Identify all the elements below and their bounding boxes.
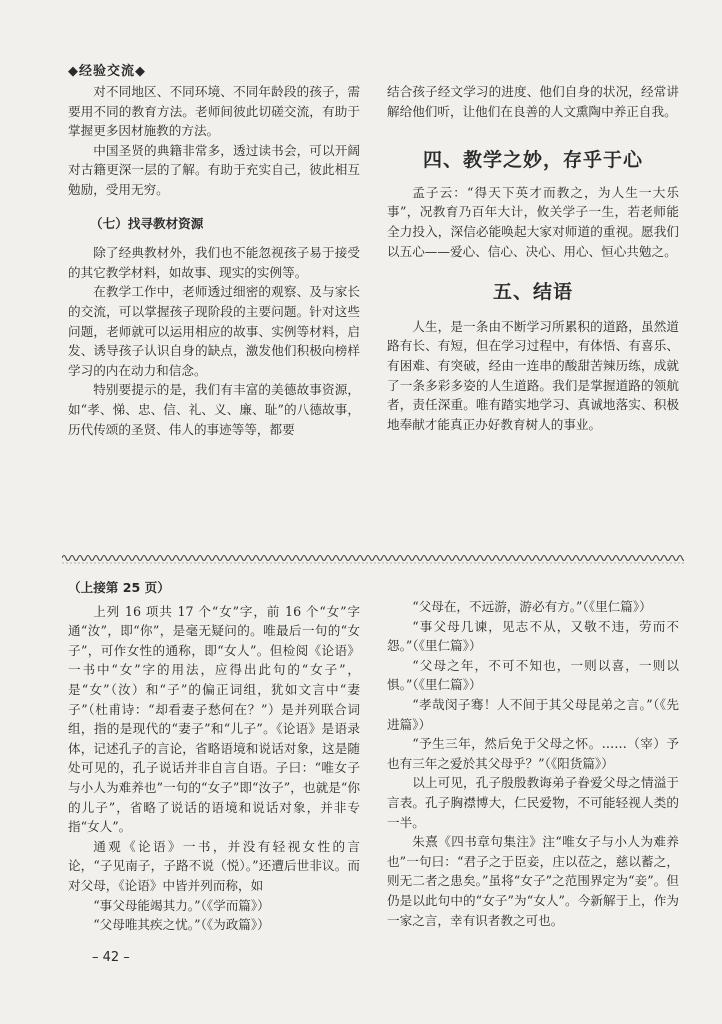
paragraph: 通观《论语》一书，并没有轻视女性的言论，“子见南子，子路不说（悦）。”还遭后世非议。而对父母，《论语》中皆并列而称，如: [68, 838, 360, 893]
paragraph: 人生，是一条由不断学习所累积的道路，虽然道路有长、有短，但在学习过程中，有体悟、有喜乐、有困难、有突破，经由一连串的酸甜苦辣历练，成就了一条多彩多姿的人生道路。我们是掌握道路的领航者，责任深重。唯有踏实地学习、真诚地落实、积极地奉献才能真正办好教育树人的事业。: [387, 318, 679, 432]
paragraph: 朱熹《四书章句集注》注“唯女子与小人为难养也”一句曰：“君子之于臣妾，庄以莅之，慈以蓄之，则无二者之患矣。”虽将“女子”之范围界定为“妾”。但仍是以此句中的“女子”为“女人”。今新解于上，作为一家之言，幸有识者教之可也。: [387, 834, 679, 928]
quote: “孝哉闵子骞！人不间于其父母昆弟之言。”（《先进篇》）: [387, 696, 679, 732]
paragraph: 结合孩子经文学习的进度、他们自身的状况，经常讲解给他们听，让他们在良善的人文熏陶中养正自我。: [387, 84, 679, 119]
paragraph: 对不同地区、不同环境、不同年龄段的孩子，需要用不同的教育方法。老师间彼此切磋交流，有助于掌握更多因材施教的方法。: [68, 84, 360, 139]
subheading: （七）找寻教材资源: [90, 215, 204, 231]
section-title: 五、结语: [492, 281, 573, 304]
top-right-column: [387, 82, 679, 434]
quote: “予生三年，然后免于父母之怀。……（宰）予也有三年之爱於其父母乎？”（《阳货篇》）: [387, 736, 679, 771]
quote: “父母之年，不可不知也，一则以喜，一则以惧。”（《里仁篇》）: [387, 657, 679, 693]
paragraph: 特别要提示的是，我们有丰富的美德故事资源，如“孝、悌、忠、信、礼、义、廉、耻”的八德故事，历代传颂的圣贤、伟人的事迹等等，都要: [68, 382, 360, 437]
wave-divider-graphic: [62, 553, 684, 565]
paragraph: 上列 16 项共 17 个“女”字，前 16 个“女”字通“汝”，即“你”，是毫无疑问的。唯最后一句的“女子”，可作女性的通称，即“女人”。但检阅《论语》一书中“女”字的用法，应得出此句的“女子”，是“女”（汝）和“子”的偏正词组，犹如文言中“妻子”（杜甫诗：“却看妻子愁何在？”）是并列联合词组，指的是现代的“妻子”和“儿子”。《论语》是语录体，记述孔子的言论，省略语境和说话对象，这是随处可见的，孔子说话并非自言自语。子曰：“唯女子与小人为难养也”一句的“女子”即“汝子”，也就是“你的儿子”，省略了说话的语境和说话对象，并非专指“女人”。: [68, 603, 360, 835]
page-number: – 42 –: [92, 950, 130, 965]
quote: “父母在，不远游，游必有方。”（《里仁篇》）: [412, 599, 652, 614]
quote: “事父母几谏，见志不从，又敬不违，劳而不怨。”（《里仁篇》）: [387, 618, 679, 654]
quote: “父母唯其疾之忧。”（《为政篇》）: [93, 917, 270, 933]
continued-label: （上接第 25 页）: [68, 580, 170, 595]
quote: “事父母能竭其力。”（《学而篇》）: [93, 897, 270, 913]
paragraph: 孟子云：“得天下英才而教之，为人生一大乐事”，况教育乃百年大计，攸关学子一生，若老师能全力投入，深信必能唤起大家对师道的重视。愿我们以五心——爱心、信心、决心、用心、恒心共勉之。: [387, 184, 679, 259]
bottom-right-column: [387, 597, 679, 930]
paragraph: 在教学工作中，老师透过细密的观察、及与家长的交流，可以掌握孩子现阶段的主要问题。针对这些问题，老师就可以运用相应的故事、实例等材料，启发、诱导孩子认识自身的缺点，激发他们积极向榜样学习的内在动力和信念。: [68, 284, 360, 378]
paragraph: 以上可见，孔子殷殷教诲弟子眷爱父母之情溢于言表。孔子胸襟博大，仁民爱物，不可能轻视人类的一半。: [387, 775, 679, 830]
paragraph: 中国圣贤的典籍非常多，透过读书会，可以开阔对古籍更深一层的了解。有助于充实自己，彼此相互勉励，受用无穷。: [68, 142, 360, 197]
paragraph: 除了经典教材外，我们也不能忽视孩子易于接受的其它教学材料，如故事、现实的实例等。: [68, 245, 360, 280]
top-left-column: [68, 82, 360, 439]
section-title: 四、教学之妙，存乎于心: [422, 149, 643, 172]
bottom-left-column: [68, 578, 360, 935]
column-header: ◆经验交流◆: [68, 64, 146, 79]
wave-divider: [62, 553, 684, 565]
